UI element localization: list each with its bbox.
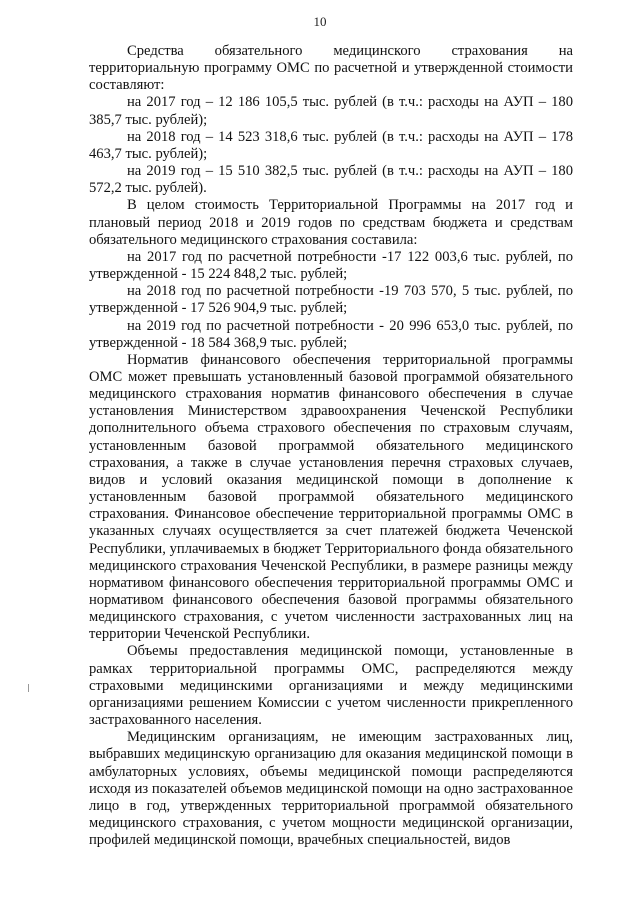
page-number: 10 — [313, 14, 327, 29]
paragraph-oms-2018: на 2018 год – 14 523 318,6 тыс. рублей (в т.ч.: расходы на АУП – 178 463,7 тыс. рублей); — [89, 128, 573, 162]
paragraph-cost-2018: на 2018 год по расчетной потребности -19 703 570, 5 тыс. рублей, по утвержденной - 17 526 904,9 тыс. рублей; — [89, 283, 573, 317]
paragraph-no-insured-orgs: Медицинским организациям, не имеющим застрахованных лиц, выбравших медицинскую организацию для оказания медицинской помощи в амбулаторных условиях, объемы медицинской помощи распределяются исходя из показателей объемов медицинской помощи на одно застрахованное лицо в год, утвержденных территориальной программой обязательного медицинского страхования, с учетом мощности медицинской организации, профилей медицинской помощи, врачебных специальностей, видов — [89, 729, 573, 849]
paragraph-volume-distribution: Объемы предоставления медицинской помощи, установленные в рамках территориальной программы ОМС, распределяются между страховыми медицинскими организациями и между медицинскими организациями решением Комиссии с учетом численности прикрепленного застрахованного населения. — [89, 643, 573, 729]
document-body — [89, 43, 573, 849]
paragraph-oms-2019: на 2019 год – 15 510 382,5 тыс. рублей (в т.ч.: расходы на АУП – 180 572,2 тыс. рублей). — [89, 163, 573, 197]
paragraph-program-cost-intro: В целом стоимость Территориальной Программы на 2017 год и плановый период 2018 и 2019 годов по средствам бюджета и средствам обязательного медицинского страхования составила: — [89, 197, 573, 248]
margin-mark — [28, 684, 29, 692]
paragraph-financing-norm: Норматив финансового обеспечения территориальной программы ОМС может превышать установленный базовой программой обязательного медицинского страхования норматив финансового обеспечения в случае установления Министерством здравоохранения Чеченской Республики дополнительного объема страхового обеспечения по страховым случаям, установленным базовой программой обязательного медицинского страхования, а также в случае установления перечня страховых случаев, видов и условий оказания медицинской помощи в дополнение к установленным базовой программой обязательного медицинского страхования. Финансовое обеспечение территориальной программы ОМС в указанных случаях осуществляется за счет платежей бюджета Чеченской Республики, уплачиваемых в бюджет Территориального фонда обязательного медицинского страхования Чеченской Республики, в размере разницы между нормативом финансового обеспечения территориальной программы ОМС и нормативом финансового обеспечения базовой программы обязательного медицинского страхования, с учетом численности застрахованных лиц на территории Чеченской Республики. — [89, 351, 573, 643]
paragraph-oms-2017: на 2017 год – 12 186 105,5 тыс. рублей (в т.ч.: расходы на АУП – 180 385,7 тыс. рублей); — [89, 94, 573, 128]
paragraph-oms-funds-intro: Средства обязательного медицинского страхования на территориальную программу ОМС по расчетной и утвержденной стоимости составляют: — [89, 43, 573, 94]
paragraph-cost-2019: на 2019 год по расчетной потребности - 20 996 653,0 тыс. рублей, по утвержденной - 18 584 368,9 тыс. рублей; — [89, 317, 573, 351]
paragraph-cost-2017: на 2017 год по расчетной потребности -17 122 003,6 тыс. рублей, по утвержденной - 15 224 848,2 тыс. рублей; — [89, 248, 573, 283]
